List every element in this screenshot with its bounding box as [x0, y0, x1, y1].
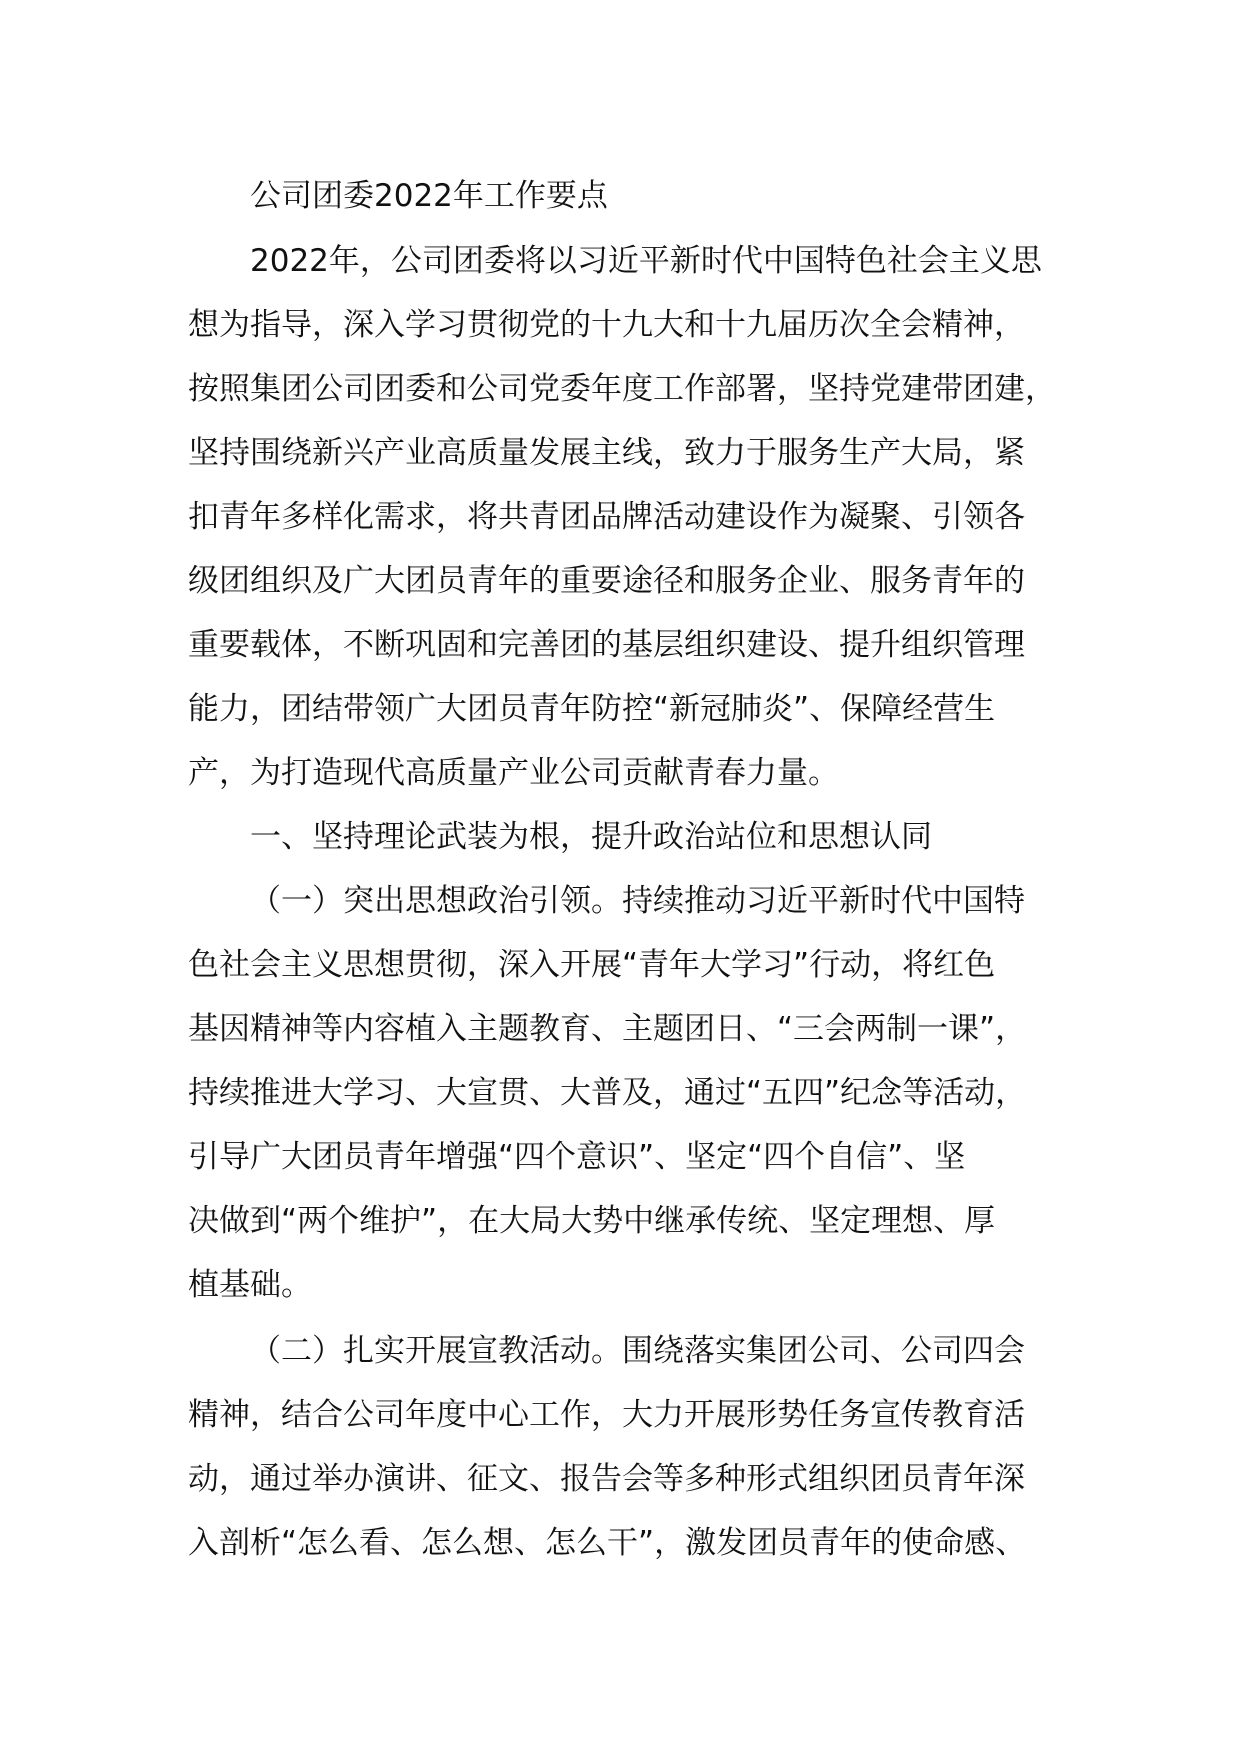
paragraph-line: 想为指导，深入学习贯彻党的十九大和十九届历次全会精神， — [188, 307, 1025, 343]
paragraph-line: 动，通过举办演讲、征文、报告会等多种形式组织团员青年深 — [188, 1461, 1025, 1497]
section-heading: 一、坚持理论武装为根，提升政治站位和思想认同 — [250, 819, 932, 855]
paragraph-line: 按照集团公司团委和公司党委年度工作部署，坚持党建带团建， — [188, 371, 1056, 407]
paragraph-line: 2022年，公司团委将以习近平新时代中国特色社会主义思 — [250, 243, 1042, 279]
paragraph-line: 坚持围绕新兴产业高质量发展主线，致力于服务生产大局，紧 — [188, 435, 1025, 471]
paragraph-line: 植基础。 — [188, 1267, 312, 1303]
paragraph-line: 产，为打造现代高质量产业公司贡献青春力量。 — [188, 755, 839, 791]
paragraph-line: 色社会主义思想贯彻，深入开展“青年大学习”行动，将红色 — [188, 947, 996, 983]
paragraph-line: 扣青年多样化需求，将共青团品牌活动建设作为凝聚、引领各 — [188, 499, 1025, 535]
paragraph-line: 基因精神等内容植入主题教育、主题团日、“三会两制一课”， — [188, 1011, 1027, 1047]
paragraph-line: 决做到“两个维护”，在大局大势中继承传统、坚定理想、厚 — [188, 1203, 996, 1239]
paragraph-line: 精神，结合公司年度中心工作，大力开展形势任务宣传教育活 — [188, 1397, 1025, 1433]
paragraph-line: 入剖析“怎么看、怎么想、怎么干”，激发团员青年的使命感、 — [188, 1525, 1027, 1561]
paragraph-line: （一）突出思想政治引领。持续推动习近平新时代中国特 — [250, 883, 1025, 919]
paragraph-line: 能力，团结带领广大团员青年防控“新冠肺炎”、保障经营生 — [188, 691, 996, 727]
paragraph-line: （二）扎实开展宣教活动。围绕落实集团公司、公司四会 — [250, 1333, 1025, 1369]
paragraph-line: 级团组织及广大团员青年的重要途径和服务企业、服务青年的 — [188, 563, 1025, 599]
paragraph-line: 重要载体，不断巩固和完善团的基层组织建设、提升组织管理 — [188, 627, 1025, 663]
paragraph-line: 持续推进大学习、大宣贯、大普及，通过“五四”纪念等活动， — [188, 1075, 1027, 1111]
paragraph-line: 引导广大团员青年增强“四个意识”、坚定“四个自信”、坚 — [188, 1139, 966, 1175]
document-title: 公司团委2022年工作要点 — [250, 178, 608, 214]
